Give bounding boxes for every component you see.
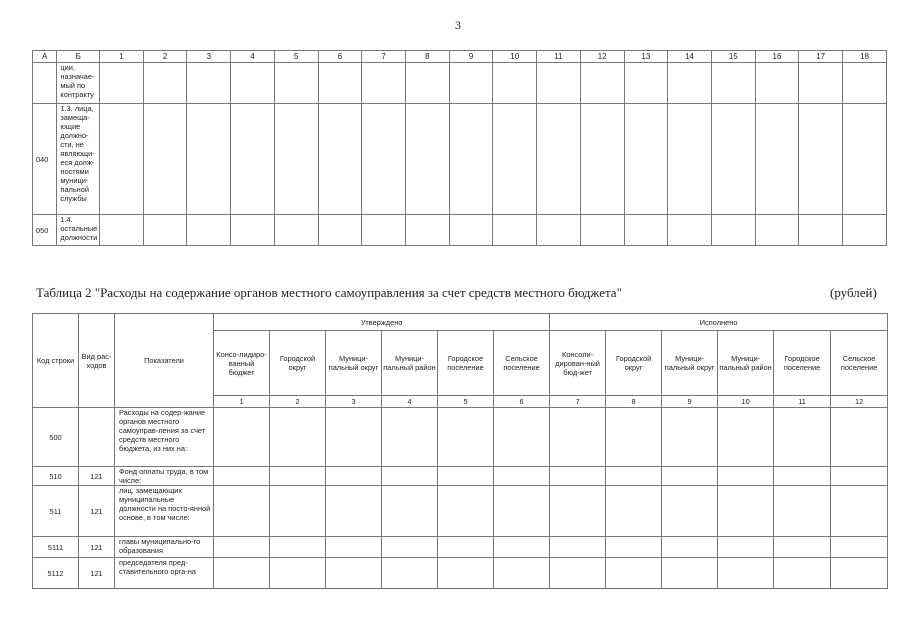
value-cell xyxy=(662,537,718,558)
value-cell xyxy=(326,486,382,537)
value-cell xyxy=(668,104,712,215)
value-cell xyxy=(362,104,406,215)
table-row xyxy=(33,215,887,246)
header-cell: 18 xyxy=(843,51,887,63)
value-cell xyxy=(774,408,831,467)
value-cell xyxy=(406,63,450,104)
value-cell xyxy=(449,215,493,246)
value-cell xyxy=(580,63,624,104)
header-cell: Б xyxy=(57,51,100,63)
header-cell: 8 xyxy=(406,51,450,63)
value-cell xyxy=(831,537,888,558)
row-code: 510 xyxy=(33,467,79,486)
table-row xyxy=(33,467,888,486)
value-cell xyxy=(187,63,231,104)
row-label: Расходы на содер-жание органов местного самоуправ-ления за счет средств местного бюджета, из них на: xyxy=(115,408,214,467)
header-cell: 16 xyxy=(755,51,799,63)
sub-header-cell: Сельское поселение xyxy=(494,331,550,396)
value-cell xyxy=(662,408,718,467)
value-cell xyxy=(718,467,774,486)
unit-label: (рублей) xyxy=(830,285,877,300)
value-cell xyxy=(550,537,606,558)
value-cell xyxy=(493,63,537,104)
value-cell xyxy=(493,215,537,246)
page-number: 3 xyxy=(455,18,461,32)
header-cell: 13 xyxy=(624,51,668,63)
value-cell xyxy=(799,63,843,104)
value-cell xyxy=(550,408,606,467)
row-label: 1.3. лица, замеща-ющие должно-сти, не являющи-еся долж-ностями муници-пальной службы xyxy=(57,104,100,215)
sub-header-cell: Муници-пальный округ xyxy=(326,331,382,396)
value-cell xyxy=(438,408,494,467)
value-cell xyxy=(711,215,755,246)
row-code: 050 xyxy=(33,215,57,246)
value-cell xyxy=(662,467,718,486)
column-number: 2 xyxy=(270,396,326,408)
header-cell: 2 xyxy=(143,51,187,63)
value-cell xyxy=(774,558,831,589)
value-cell xyxy=(550,486,606,537)
value-cell xyxy=(382,467,438,486)
value-cell xyxy=(494,537,550,558)
table-title: Таблица 2 "Расходы на содержание органов местного самоуправления за счет средств местного бюджета" xyxy=(36,285,622,300)
column-number: 9 xyxy=(662,396,718,408)
value-cell xyxy=(606,558,662,589)
value-cell xyxy=(494,408,550,467)
value-cell xyxy=(606,537,662,558)
row-label: Фонд оплаты труда, в том числе: xyxy=(115,467,214,486)
value-cell xyxy=(799,104,843,215)
column-number: 6 xyxy=(494,396,550,408)
sub-header-cell: Сельское поселение xyxy=(831,331,888,396)
table-row xyxy=(33,486,888,537)
header-cell: 1 xyxy=(100,51,144,63)
column-number: 3 xyxy=(326,396,382,408)
value-cell xyxy=(624,63,668,104)
row-type: 121 xyxy=(79,486,115,537)
value-cell xyxy=(326,558,382,589)
value-cell xyxy=(438,537,494,558)
row-label: председателя пред-ставительного орга-на xyxy=(115,558,214,589)
value-cell xyxy=(606,486,662,537)
value-cell xyxy=(406,215,450,246)
header-cell: 3 xyxy=(187,51,231,63)
value-cell xyxy=(231,104,275,215)
value-cell xyxy=(449,63,493,104)
column-number: 8 xyxy=(606,396,662,408)
value-cell xyxy=(718,408,774,467)
row-type: 121 xyxy=(79,558,115,589)
value-cell xyxy=(580,104,624,215)
table-row xyxy=(33,63,887,104)
value-cell xyxy=(231,215,275,246)
value-cell xyxy=(318,63,362,104)
value-cell xyxy=(382,537,438,558)
continuation-table xyxy=(32,50,887,246)
value-cell xyxy=(606,467,662,486)
value-cell xyxy=(668,215,712,246)
sub-header-cell: Городской округ xyxy=(606,331,662,396)
header-cell: 10 xyxy=(493,51,537,63)
value-cell xyxy=(831,558,888,589)
group-approved-header: Утверждено xyxy=(214,314,550,331)
value-cell xyxy=(662,558,718,589)
row-label: лиц, замещающих муниципальные должности на посто-янной основе, в том числе: xyxy=(115,486,214,537)
value-cell xyxy=(382,558,438,589)
row-label: 1.4. остальные должности xyxy=(57,215,100,246)
table-row xyxy=(33,408,888,467)
row-code: 511 xyxy=(33,486,79,537)
value-cell xyxy=(755,215,799,246)
header-cell: 17 xyxy=(799,51,843,63)
value-cell xyxy=(318,104,362,215)
value-cell xyxy=(843,63,887,104)
row-code: 500 xyxy=(33,408,79,467)
value-cell xyxy=(831,486,888,537)
value-cell xyxy=(382,486,438,537)
value-cell xyxy=(362,215,406,246)
value-cell xyxy=(187,215,231,246)
value-cell xyxy=(493,104,537,215)
column-number: 1 xyxy=(214,396,270,408)
column-number: 10 xyxy=(718,396,774,408)
sub-header-cell: Городской округ xyxy=(270,331,326,396)
value-cell xyxy=(755,63,799,104)
value-cell xyxy=(537,104,581,215)
header-cell: 9 xyxy=(449,51,493,63)
value-cell xyxy=(100,215,144,246)
value-cell xyxy=(438,486,494,537)
sub-header-cell: Консо-лидиро-ванный бюджет xyxy=(214,331,270,396)
value-cell xyxy=(274,215,318,246)
value-cell xyxy=(799,215,843,246)
value-cell xyxy=(843,104,887,215)
column-number: 12 xyxy=(831,396,888,408)
value-cell xyxy=(718,537,774,558)
value-cell xyxy=(668,63,712,104)
value-cell xyxy=(537,63,581,104)
value-cell xyxy=(624,104,668,215)
value-cell xyxy=(537,215,581,246)
value-cell xyxy=(270,486,326,537)
table-header-row xyxy=(33,51,887,63)
column-number: 7 xyxy=(550,396,606,408)
value-cell xyxy=(214,408,270,467)
value-cell xyxy=(550,467,606,486)
value-cell xyxy=(831,408,888,467)
value-cell xyxy=(606,408,662,467)
header-cell: 14 xyxy=(668,51,712,63)
value-cell xyxy=(718,486,774,537)
sub-header-cell: Городское поселение xyxy=(774,331,831,396)
value-cell xyxy=(711,63,755,104)
value-cell xyxy=(494,467,550,486)
header-cell: 15 xyxy=(711,51,755,63)
value-cell xyxy=(274,63,318,104)
value-cell xyxy=(214,558,270,589)
value-cell xyxy=(382,408,438,467)
value-cell xyxy=(362,63,406,104)
col-code-header: Код строки xyxy=(33,314,79,408)
value-cell xyxy=(406,104,450,215)
col-indicator-header: Показатели xyxy=(115,314,214,408)
col-type-header: Вид рас-ходов xyxy=(79,314,115,408)
value-cell xyxy=(831,467,888,486)
sub-header-cell: Муници-пальный район xyxy=(382,331,438,396)
value-cell xyxy=(662,486,718,537)
sub-header-cell: Муници-пальный район xyxy=(718,331,774,396)
header-cell: 4 xyxy=(231,51,275,63)
value-cell xyxy=(711,104,755,215)
value-cell xyxy=(187,104,231,215)
value-cell xyxy=(270,537,326,558)
table-row xyxy=(33,537,888,558)
value-cell xyxy=(143,215,187,246)
value-cell xyxy=(270,408,326,467)
row-code: 040 xyxy=(33,104,57,215)
value-cell xyxy=(214,467,270,486)
table-row xyxy=(33,104,887,215)
value-cell xyxy=(774,486,831,537)
row-code: 5112 xyxy=(33,558,79,589)
value-cell xyxy=(438,467,494,486)
group-header-row xyxy=(33,314,888,331)
value-cell xyxy=(774,467,831,486)
row-code xyxy=(33,63,57,104)
value-cell xyxy=(270,467,326,486)
column-number: 11 xyxy=(774,396,831,408)
value-cell xyxy=(100,104,144,215)
value-cell xyxy=(270,558,326,589)
value-cell xyxy=(326,537,382,558)
table-row xyxy=(33,558,888,589)
expenses-table xyxy=(32,313,888,589)
value-cell xyxy=(214,537,270,558)
header-cell: 12 xyxy=(580,51,624,63)
header-cell: А xyxy=(33,51,57,63)
value-cell xyxy=(318,215,362,246)
value-cell xyxy=(143,104,187,215)
value-cell xyxy=(843,215,887,246)
value-cell xyxy=(494,558,550,589)
value-cell xyxy=(100,63,144,104)
value-cell xyxy=(580,215,624,246)
value-cell xyxy=(326,467,382,486)
header-cell: 7 xyxy=(362,51,406,63)
value-cell xyxy=(214,486,270,537)
header-cell: 5 xyxy=(274,51,318,63)
sub-header-cell: Городское поселение xyxy=(438,331,494,396)
column-number: 4 xyxy=(382,396,438,408)
value-cell xyxy=(494,486,550,537)
group-executed-header: Исполнено xyxy=(550,314,888,331)
value-cell xyxy=(774,537,831,558)
header-cell: 11 xyxy=(537,51,581,63)
sub-header-cell: Муници-пальный округ xyxy=(662,331,718,396)
value-cell xyxy=(449,104,493,215)
row-label: главы муниципально-го образования xyxy=(115,537,214,558)
value-cell xyxy=(143,63,187,104)
row-code: 5111 xyxy=(33,537,79,558)
sub-header-cell: Консоли-дирован-ный бюд-жет xyxy=(550,331,606,396)
row-type xyxy=(79,408,115,467)
row-label: ции, назначае-мый по контракту xyxy=(57,63,100,104)
value-cell xyxy=(231,63,275,104)
value-cell xyxy=(624,215,668,246)
value-cell xyxy=(718,558,774,589)
value-cell xyxy=(326,408,382,467)
row-type: 121 xyxy=(79,537,115,558)
header-cell: 6 xyxy=(318,51,362,63)
value-cell xyxy=(438,558,494,589)
value-cell xyxy=(274,104,318,215)
value-cell xyxy=(550,558,606,589)
column-number: 5 xyxy=(438,396,494,408)
row-type: 121 xyxy=(79,467,115,486)
value-cell xyxy=(755,104,799,215)
